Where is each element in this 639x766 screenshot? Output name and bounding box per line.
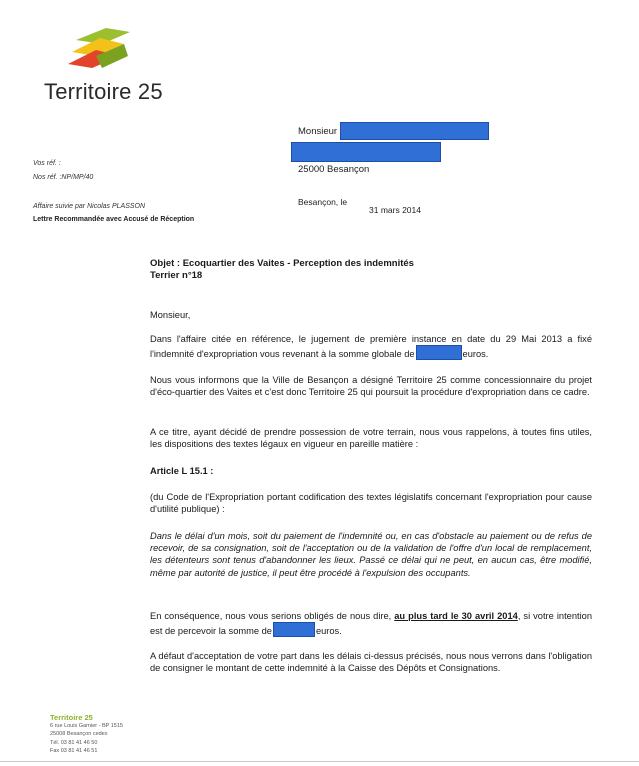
paragraph-judgment [150, 333, 592, 360]
date-value: 31 mars 2014 [369, 205, 421, 215]
redacted-amount [416, 345, 462, 360]
subject-line: Objet : Ecoquartier des Vaites - Perception des indemnités [150, 258, 414, 269]
deadline-date: au plus tard le 30 avril 2014 [394, 611, 518, 621]
footer-telephone: Tél. 03 81 41 46 50 [50, 740, 98, 746]
paragraph-judgment-euros: euros. [462, 349, 489, 360]
redacted-recipient-address [291, 142, 441, 162]
greeting: Monsieur, [150, 310, 191, 320]
footer-address-street: 6 rue Louis Garnier - BP 1515 [50, 723, 123, 729]
paragraph-deadline [150, 610, 592, 637]
subject-block [150, 258, 414, 282]
footer-address-city: 25008 Besançon cedex [50, 731, 108, 737]
paragraph-judgment-text: Dans l'affaire citée en référence, le jugement de première instance en date du 29 Mai 2013 a fixé l'indemnité d'expropriation vous revenant à la somme globale de [150, 334, 592, 360]
subject-terrier: Terrier n°18 [150, 270, 203, 281]
paragraph-deadline-euros: euros. [315, 626, 342, 637]
footer-brand: Territoire 25 [50, 713, 93, 722]
paragraph-deadline-intro: En conséquence, nous vous serions obligés de nous dire, [150, 611, 392, 621]
paragraph-code-reference: (du Code de l'Expropriation portant codification des textes législatifs concernant l'expropriation pour cause d'utilité publique) : [150, 492, 592, 515]
follow-up-contact: Affaire suivie par Nicolas PLASSON [33, 203, 146, 210]
date-place: Besançon, le [298, 197, 348, 207]
redacted-recipient-name [340, 122, 489, 140]
footer-fax: Fax 03 81 41 46 51 [50, 748, 98, 754]
paragraph-article-text: Dans le délai d'un mois, soit du paiement de l'indemnité ou, en cas d'obstacle au paiement ou de refus de recevoir, de sa consignation, soit de l'acceptation ou de la validation de l'offre d'un local de remplacement, les détenteurs sont tenus d'abandonner les lieux. Passé ce délai qui ne peut, en aucun cas, être modifié, même par autorité de justice, il peut être procédé à l'expulsion des occupants. [150, 531, 592, 578]
paragraph-deadline-middle: , si votre intention est de percevoir la somme de [150, 611, 592, 637]
bottom-border [0, 761, 639, 762]
territoire-25-logo [66, 22, 136, 74]
recipient-salutation: Monsieur [298, 126, 338, 137]
paragraph-possession: A ce titre, ayant décidé de prendre possession de votre terrain, nous vous rappelons, à toutes fins utiles, les dispositions des textes légaux en vigueur en pareille matière : [150, 427, 592, 450]
article-title: Article L 15.1 : [150, 466, 214, 476]
registered-mail-notice: Lettre Recommandée avec Accusé de Réception [33, 216, 195, 223]
redacted-amount-2 [273, 622, 315, 637]
vos-ref: Vos réf. : [33, 160, 61, 167]
recipient-city: 25000 Besançon [298, 164, 370, 175]
brand-name: Territoire 25 [44, 79, 163, 104]
paragraph-consignment: A défaut d'acceptation de votre part dans les délais ci-dessus précisés, nous nous verrons dans l'obligation de consigner le montant de cette indemnité à la Caisse des Dépôts et Consignations. [150, 651, 592, 674]
paragraph-concession: Nous vous informons que la Ville de Besançon a désigné Territoire 25 comme concessionnaire du projet d'éco-quartier des Vaites et c'est donc Territoire 25 qui poursuit la procédure d'expropriation dans ce cadre. [150, 375, 592, 398]
nos-ref: Nos réf. :NP/MP/40 [33, 174, 94, 181]
